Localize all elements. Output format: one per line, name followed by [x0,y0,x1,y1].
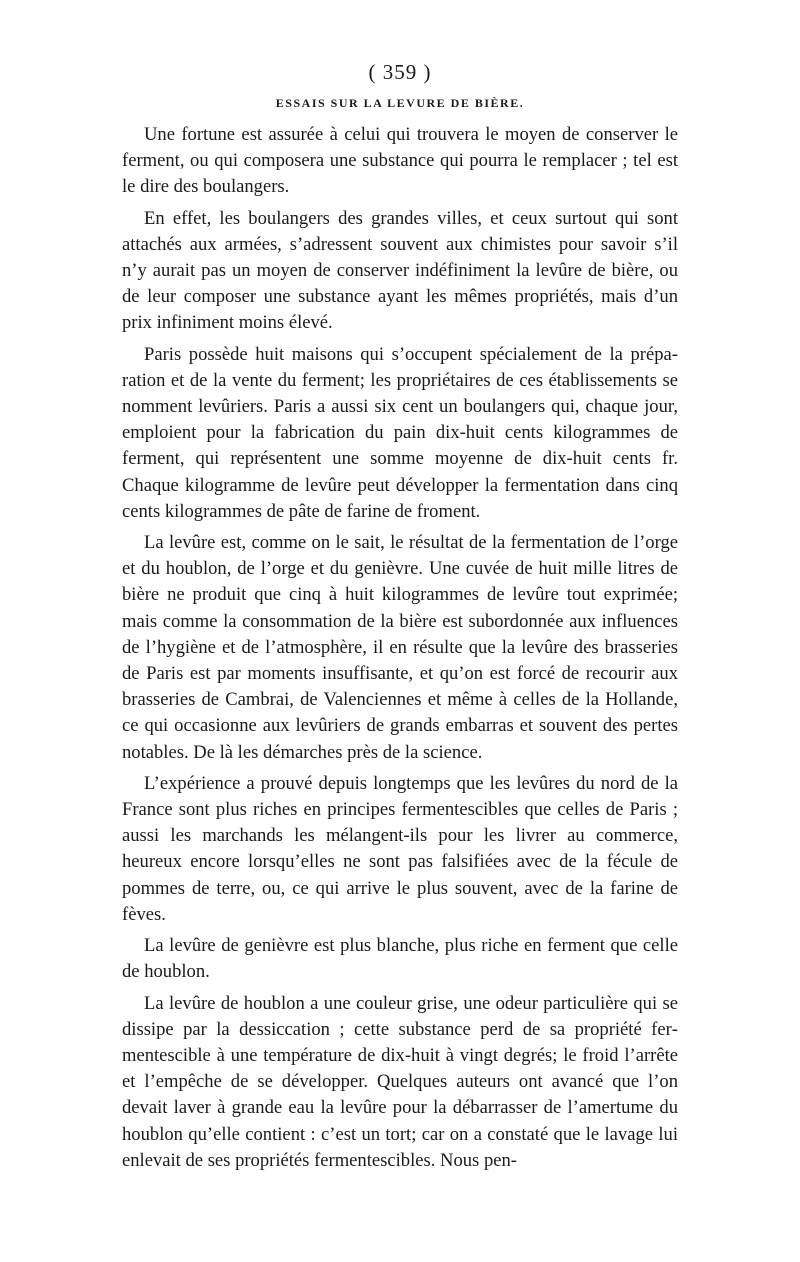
paragraph-levure-origine: La levûre est, comme on le sait, le résultat de la fermentation de l’orge et du houblon, de l’orge et du genièvre. Une cuvée de huit mille litres de bière ne produit que cinq à huit kilogrammes de levûre tout exprimée; mais comme la consommation de la bière est subordonnée aux influences de l’hygiène et de l’atmosphère, il en résulte que la levûre des brasseries de Paris est par moments insuffisante, et qu’on est forcé de recourir aux brasseries de Cambrai, de Valenciennes et même à celles de la Hollande, ce qui occasionne aux levûriers de grands embarras et souvent des pertes notables. De là les démarches près de la science. [122,532,678,763]
paragraph-genievre: La levûre de genièvre est plus blanche, plus riche en ferment que celle de houblon. [122,935,678,983]
paragraph-boulangers: En effet, les boulangers des grandes villes, et ceux surtout qui sont attachés aux armées, s’adressent souvent aux chimistes pour savoir s’il n’y aurait pas un moyen de conserver indéfiniment la levûre de bière, ou de leur composer une substance ayant les mêmes propriétés, mais d’un prix infiniment moins élevé. [122,207,678,334]
body-text [122,122,678,1174]
running-head: ESSAIS SUR LA LEVURE DE BIÈRE. [275,96,525,110]
paragraph-paris: Paris possède huit maisons qui s’occupent spécialement de la préparation et de la vente du ferment; les propriétaires de ces établissements se nomment levûriers. Paris a aussi six cent un boulangers qui, chaque jour, emploient pour la fabrication du pain dix-huit cents kilogrammes de ferment, qui représentent une somme moyenne de dix-huit cents fr. Chaque kilogramme de levûre peut développer la fermentation dans cinq cents kilogrammes de pâte de farine de froment. [122,343,678,522]
paragraph-experience: L’expérience a prouvé depuis longtemps que les levûres du nord de la France sont plus riches en principes fermentescibles que celles de Paris ; aussi les marchands les mélangent-ils pour les livrer au commerce, heureux encore lorsqu’elles ne sont pas falsifiées avec de la fécule de pommes de terre, ou, ce qui arrive le plus souvent, avec de la farine de fèves. [122,772,678,925]
page-number: ( 359 ) [368,60,432,84]
paragraph-houblon: La levûre de houblon a une couleur grise, une odeur particulière qui se dissipe par la dessiccation ; cette substance perd de sa propriété fermentescible à une température de dix-huit à vingt degrés; le froid l’arrête et l’empêche de se développer. Quelques auteurs ont avancé que l’on devait laver à grande eau la levûre pour la débarrasser de l’amertume du houblon qu’elle contient : c’est un tort; car on a constaté que le lavage lui enlevait de ses propriétés fermentescibles. Nous pen- [122,992,678,1171]
paragraph-fortune: Une fortune est assurée à celui qui trouvera le moyen de conserver le ferment, ou qui composera une substance qui pourra le remplacer ; tel est le dire des boulangers. [122,124,678,198]
